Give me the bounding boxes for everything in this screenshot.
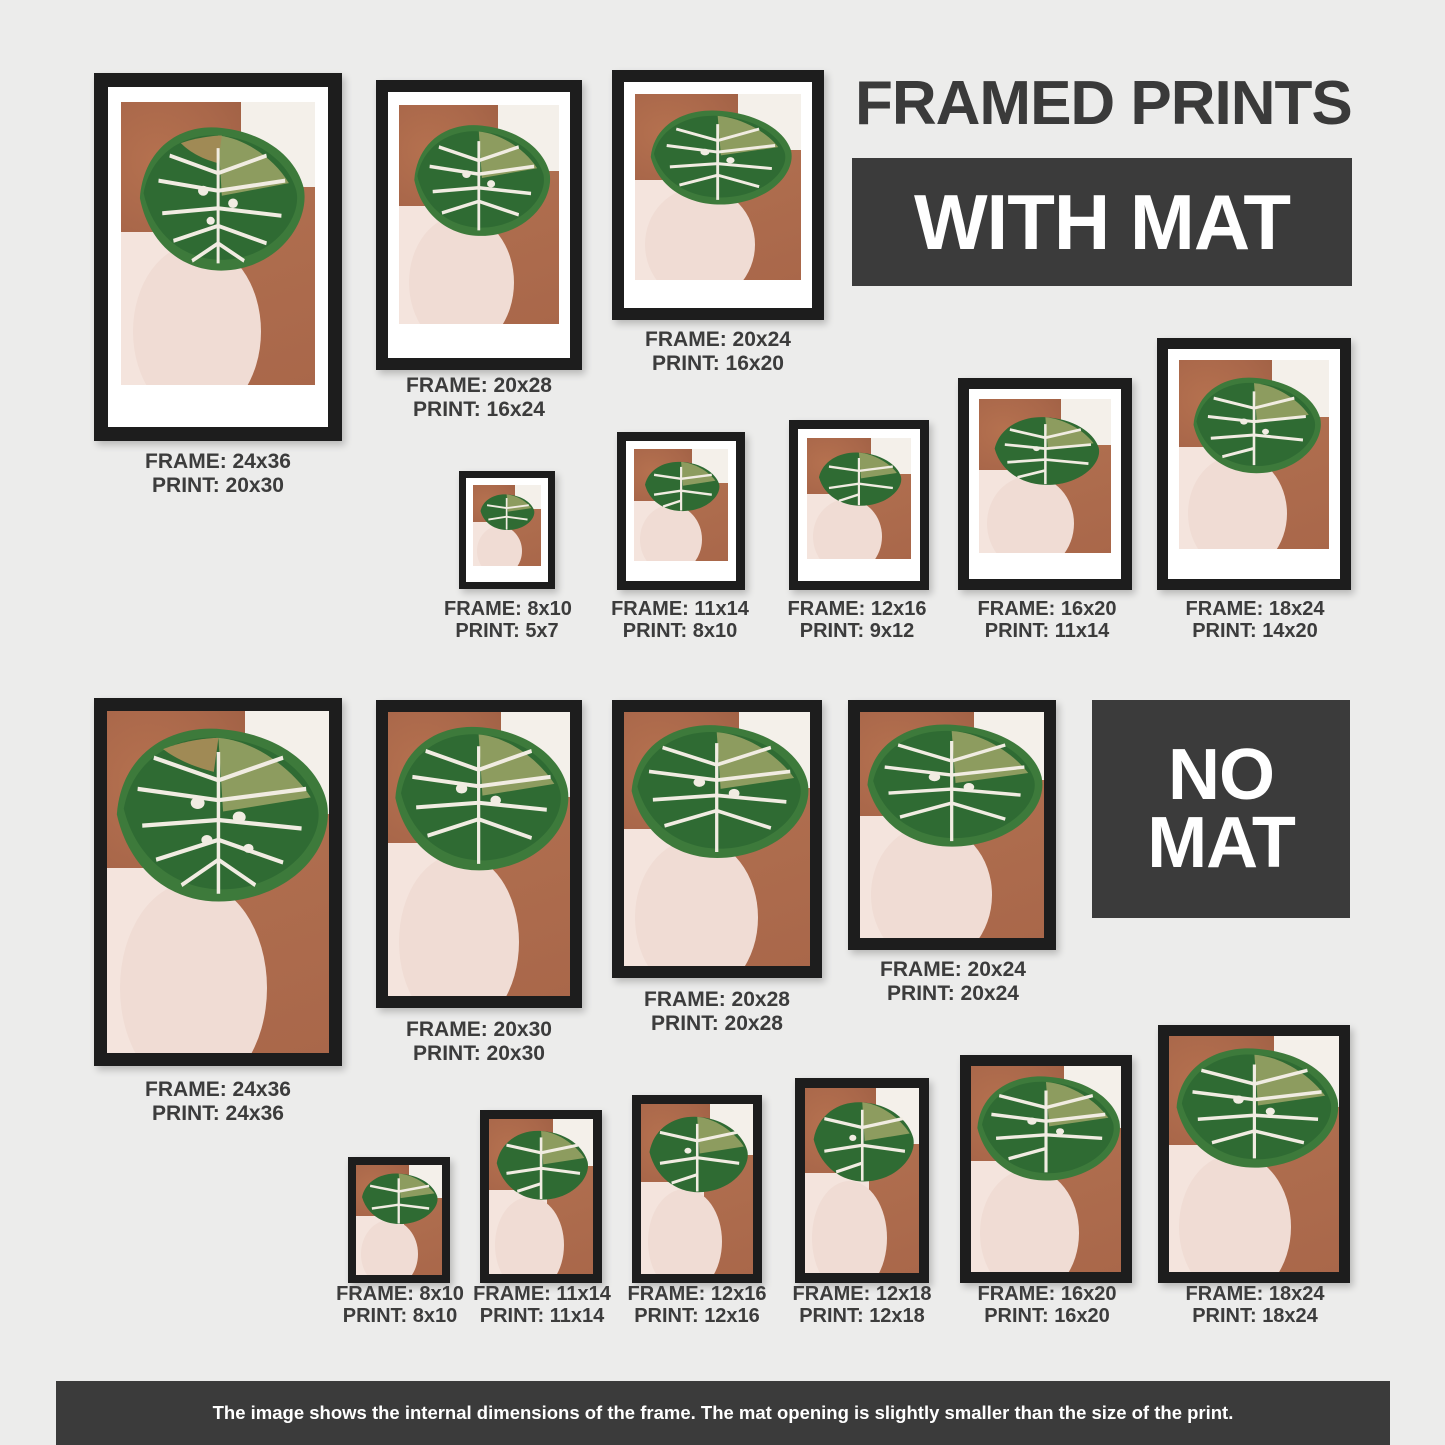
artwork — [641, 1104, 753, 1274]
framed-print-with-mat-18x24[interactable] — [1157, 338, 1351, 590]
monstera-leaf-icon — [809, 443, 909, 518]
print-size-label: PRINT: 14x20 — [1192, 620, 1318, 643]
frame-size-label: FRAME: 8x10 — [336, 1283, 464, 1305]
monstera-leaf-icon — [624, 717, 810, 869]
monstera-leaf-icon — [356, 1167, 442, 1233]
artwork — [107, 711, 329, 1053]
mat — [624, 82, 812, 308]
print-size-label: PRINT: 12x16 — [634, 1305, 760, 1328]
mat — [388, 92, 570, 358]
monstera-leaf-icon — [107, 718, 329, 916]
artwork — [807, 438, 911, 559]
framed-print-with-mat-12x16[interactable] — [789, 420, 929, 590]
monstera-leaf-icon — [638, 101, 797, 216]
print-size-label: PRINT: 18x24 — [1192, 1305, 1318, 1328]
print-size-label: PRINT: 16x24 — [413, 397, 545, 421]
with-mat-banner: WITH MAT — [852, 158, 1352, 286]
framed-print-no-mat-16x20[interactable] — [960, 1055, 1132, 1283]
framed-print-no-mat-12x16[interactable] — [632, 1095, 762, 1283]
print-size-label: PRINT: 12x18 — [799, 1305, 925, 1328]
caption-with-mat-24x36 — [94, 450, 342, 497]
monstera-leaf-icon — [641, 1107, 753, 1206]
frame-size-label: FRAME: 18x24 — [1185, 598, 1325, 620]
caption-no-mat-8x10 — [330, 1283, 470, 1328]
monstera-leaf-icon — [1182, 368, 1326, 485]
artwork — [805, 1088, 919, 1273]
artwork — [121, 102, 315, 385]
no-mat-line-2: MAT — [1147, 803, 1295, 883]
print-size-label: PRINT: 16x20 — [984, 1305, 1110, 1328]
frame-size-label: FRAME: 18x24 — [1185, 1283, 1325, 1305]
no-mat-line-1: NO — [1168, 734, 1274, 815]
frame-size-label: FRAME: 20x24 — [880, 958, 1026, 981]
no-mat-banner — [1092, 700, 1350, 918]
print-size-label: PRINT: 24x36 — [152, 1101, 284, 1125]
artwork — [473, 485, 541, 566]
monstera-leaf-icon — [388, 718, 570, 883]
framed-print-with-mat-20x24[interactable] — [612, 70, 824, 320]
caption-no-mat-12x16 — [624, 1283, 770, 1328]
frame-size-label: FRAME: 24x36 — [145, 1078, 291, 1101]
mat — [1168, 349, 1340, 579]
monstera-leaf-icon — [805, 1092, 919, 1196]
caption-no-mat-12x18 — [789, 1283, 935, 1328]
frame-size-label: FRAME: 12x16 — [627, 1283, 767, 1305]
framed-print-with-mat-24x36[interactable] — [94, 73, 342, 441]
framed-print-no-mat-18x24[interactable] — [1158, 1025, 1350, 1283]
mat — [969, 389, 1121, 579]
mat — [466, 478, 548, 582]
print-size-label: PRINT: 8x10 — [622, 620, 738, 643]
monstera-leaf-icon — [402, 114, 556, 250]
caption-with-mat-8x10 — [444, 598, 570, 643]
framed-print-no-mat-20x30[interactable] — [376, 700, 582, 1008]
print-size-label: PRINT: 11x14 — [479, 1305, 605, 1328]
artwork — [489, 1119, 593, 1274]
artwork — [860, 712, 1044, 938]
caption-with-mat-16x20 — [972, 598, 1122, 643]
frame-size-label: FRAME: 24x36 — [145, 450, 291, 473]
frame-size-label: FRAME: 16x20 — [977, 1283, 1117, 1305]
caption-with-mat-18x24 — [1180, 598, 1330, 643]
caption-no-mat-20x30 — [366, 1018, 592, 1065]
frame-size-label: FRAME: 20x30 — [406, 1018, 552, 1041]
caption-with-mat-12x16 — [782, 598, 932, 643]
framed-print-with-mat-8x10[interactable] — [459, 471, 555, 589]
framed-print-no-mat-8x10[interactable] — [348, 1157, 450, 1283]
print-size-label: PRINT: 20x30 — [152, 473, 284, 497]
monstera-leaf-icon — [474, 488, 539, 538]
mat — [798, 429, 920, 581]
framed-print-no-mat-20x24[interactable] — [848, 700, 1056, 950]
frame-size-label: FRAME: 12x16 — [787, 598, 927, 620]
artwork — [399, 105, 559, 324]
monstera-leaf-icon — [860, 717, 1044, 857]
print-size-label: PRINT: 11x14 — [984, 620, 1110, 643]
frame-size-label: FRAME: 20x28 — [644, 988, 790, 1011]
framed-print-with-mat-20x28[interactable] — [376, 80, 582, 370]
caption-with-mat-20x28 — [366, 374, 592, 421]
artwork — [1169, 1036, 1339, 1272]
framed-print-with-mat-16x20[interactable] — [958, 378, 1132, 590]
artwork — [624, 712, 810, 966]
caption-no-mat-11x14 — [472, 1283, 612, 1328]
print-size-label: PRINT: 16x20 — [652, 351, 784, 375]
frame-size-label: FRAME: 16x20 — [977, 598, 1117, 620]
artwork — [971, 1066, 1121, 1272]
caption-no-mat-24x36 — [94, 1078, 342, 1125]
caption-no-mat-16x20 — [972, 1283, 1122, 1328]
framed-print-no-mat-20x28[interactable] — [612, 700, 822, 978]
artwork — [1179, 360, 1329, 549]
caption-no-mat-20x24 — [840, 958, 1066, 1005]
frame-size-label: FRAME: 11x14 — [611, 598, 749, 620]
artwork — [634, 449, 728, 561]
monstera-leaf-icon — [982, 405, 1109, 500]
frame-size-label: FRAME: 12x18 — [792, 1283, 932, 1305]
frame-size-label: FRAME: 8x10 — [444, 598, 572, 620]
caption-with-mat-20x24 — [605, 328, 831, 375]
artwork — [356, 1165, 442, 1275]
page-title: FRAMED PRINTS — [855, 69, 1352, 138]
artwork — [388, 712, 570, 996]
caption-no-mat-18x24 — [1180, 1283, 1330, 1328]
monstera-leaf-icon — [971, 1070, 1121, 1189]
caption-with-mat-11x14 — [610, 598, 750, 643]
print-size-label: PRINT: 20x30 — [413, 1041, 545, 1065]
framed-print-with-mat-11x14[interactable] — [617, 432, 745, 590]
monstera-leaf-icon — [489, 1122, 593, 1212]
artwork — [979, 399, 1111, 553]
framed-print-no-mat-11x14[interactable] — [480, 1110, 602, 1283]
mat — [108, 87, 328, 427]
artwork — [635, 94, 801, 280]
caption-no-mat-20x28 — [604, 988, 830, 1035]
framed-print-no-mat-12x18[interactable] — [795, 1078, 929, 1283]
print-size-label: PRINT: 5x7 — [455, 620, 559, 643]
print-size-label: PRINT: 20x24 — [887, 981, 1019, 1005]
print-size-label: PRINT: 20x28 — [651, 1011, 783, 1035]
mat — [626, 441, 736, 581]
framed-print-no-mat-24x36[interactable] — [94, 698, 342, 1066]
monstera-leaf-icon — [636, 453, 726, 522]
print-size-label: PRINT: 8x10 — [342, 1305, 458, 1328]
monstera-leaf-icon — [1169, 1041, 1339, 1178]
frame-size-label: FRAME: 11x14 — [473, 1283, 611, 1305]
frame-size-label: FRAME: 20x24 — [645, 328, 791, 351]
monstera-leaf-icon — [125, 113, 311, 288]
footer-note: The image shows the internal dimensions of the frame. The mat opening is slightly smaller than the size of the print. — [56, 1381, 1390, 1445]
print-size-label: PRINT: 9x12 — [799, 620, 915, 643]
frame-size-label: FRAME: 20x28 — [406, 374, 552, 397]
